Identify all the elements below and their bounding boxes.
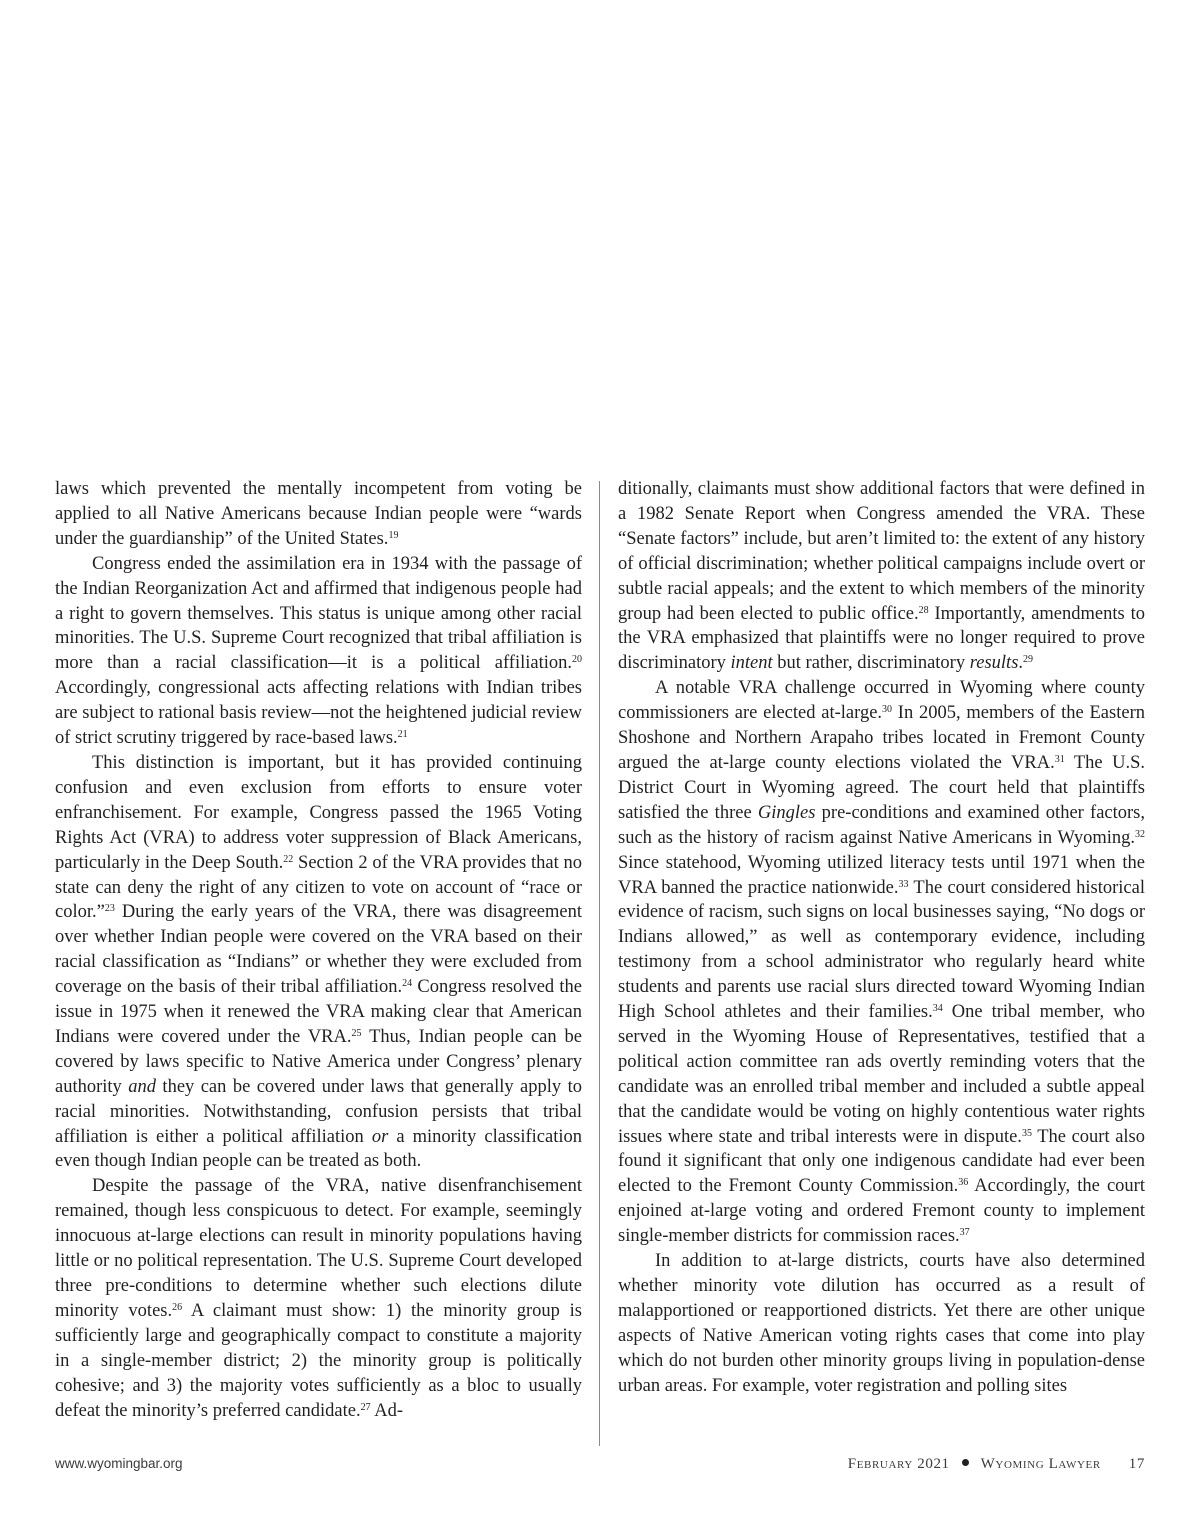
text-run: they can be covered under laws that generally apply to racial minorities. Notwithstanding, confusion persists that tribal affiliation is either a political affiliation (55, 1076, 582, 1147)
text-run: pre-conditions and examined other factors, such as the history of racism against Native Americans in Wyoming. (618, 802, 1145, 848)
text-run: Despite the passage of the VRA, native disenfranchisement remained, though less conspicuous to detect. For example, seemingly innocuous at-large elections can result in minority populations having little or no political representation. The U.S. Supreme Court developed three pre-conditions to determine whether such elections dilute minority votes. (55, 1176, 582, 1321)
footnote-ref: 35 (1021, 1127, 1032, 1139)
text-run: Thus, Indian people can be covered by laws specific to Native America under Congress’ plenary authority (55, 1026, 582, 1097)
text-run: This distinction is important, but it has provided continuing confusion and even exclusion from efforts to ensure voter enfranchisement. For example, Congress passed the 1965 Voting Rights Act (VRA) to address voter suppression of Black Americans, particularly in the Deep South. (55, 752, 582, 873)
text-run: ditionally, claimants must show additional factors that were defined in a 1982 Senate Report when Congress amended the VRA. These “Senate factors” include, but aren’t limited to: the extent of any history of official discrimination; whether political campaigns include overt or subtle racial appeals; and the extent to which members of the minority group had been elected to public office. (618, 479, 1145, 624)
paragraph (618, 676, 1145, 1249)
text-run: The court also found it significant that only one indigenous candidate had ever been elected to the Fremont County Commission. (618, 1126, 1145, 1197)
bullet-dot-icon (962, 1459, 969, 1466)
text-run: Accordingly, the court enjoined at-large voting and ordered Fremont county to implement single-member districts for commission races. (618, 1176, 1145, 1247)
footnote-ref: 32 (1135, 828, 1145, 840)
text-run: Ad- (370, 1400, 403, 1421)
paragraph (55, 477, 582, 552)
footnote-ref: 29 (1023, 654, 1034, 666)
footnote-ref: 22 (283, 853, 294, 865)
footnote-ref: 30 (882, 704, 893, 716)
italic-text: Gingles (757, 802, 816, 823)
italic-text: results (969, 653, 1019, 674)
footnote-ref: 24 (402, 978, 413, 990)
text-run: Importantly, amendments to the VRA emphasized that plaintiffs were no longer required to prove discriminatory (618, 603, 1145, 674)
text-run: The U.S. District Court in Wyoming agreed. The court held that plaintiffs satisfied the three (618, 752, 1145, 823)
text-run: A claimant must show: 1) the minority group is sufficiently large and geographically compact to constitute a majority in a single-member district; 2) the minority group is politically cohesive; and 3) the majority votes sufficiently as a bloc to usually defeat the minority’s preferred candidate. (55, 1300, 582, 1421)
left-column (55, 477, 582, 1423)
page-number: 17 (1128, 1456, 1145, 1472)
footnote-ref: 36 (958, 1177, 969, 1189)
text-run: . (1018, 653, 1024, 674)
text-run: Accordingly, congressional acts affecting relations with Indian tribes are subject to rational basis review—not the heightened judicial review of strict scrutiny triggered by race-based laws. (55, 678, 582, 749)
footnote-ref: 21 (397, 729, 408, 741)
footer-publication: Wyoming Lawyer (980, 1456, 1101, 1472)
footnote-ref: 25 (351, 1027, 362, 1039)
text-run: During the early years of the VRA, there was disagreement over whether Indian people were covered on the VRA based on their racial classification as “Indians” or whether they were excluded from coverage on the basis of their tribal affiliation. (55, 902, 582, 998)
text-run: In addition to at-large districts, courts have also determined whether minority vote dilution has occurred as a result of malapportioned or reapportioned districts. Yet there are other unique aspects of Native American voting rights cases that come into play which do not burden other minority groups living in population-dense urban areas. For example, voter registration and polling sites (618, 1251, 1145, 1396)
text-run: Section 2 of the VRA provides that no state can deny the right of any citizen to vote on account of “race or color.” (55, 852, 582, 923)
footnote-ref: 26 (172, 1301, 183, 1313)
footnote-ref: 37 (959, 1227, 970, 1239)
footnote-ref: 28 (918, 604, 929, 616)
text-run: Congress resolved the issue in 1975 when it renewed the VRA making clear that American Indians were covered under the VRA. (55, 977, 582, 1047)
text-run: Since statehood, Wyoming utilized literacy tests until 1971 when the VRA banned the practice nationwide. (618, 852, 1145, 898)
text-run: A notable VRA challenge occurred in Wyoming where county commissioners are elected at-large. (618, 678, 1145, 724)
footnote-ref: 19 (388, 529, 399, 541)
footnote-ref: 33 (898, 878, 909, 890)
italic-text: intent (730, 653, 773, 674)
text-run: Congress ended the assimilation era in 1934 with the passage of the Indian Reorganization Act and affirmed that indigenous people had a right to govern themselves. This status is unique among other racial minorities. The U.S. Supreme Court recognized that tribal affiliation is more than a racial classification—it is a political affiliation. (55, 553, 582, 674)
paragraph (618, 477, 1145, 676)
paragraph (55, 751, 582, 1174)
footer-publication-info (848, 1456, 1145, 1473)
italic-text: and (128, 1076, 156, 1097)
paragraph (55, 552, 582, 751)
text-run: but rather, discriminatory (772, 653, 970, 674)
footnote-ref: 34 (932, 1003, 943, 1015)
footnote-ref: 31 (1054, 753, 1065, 765)
text-run: The court considered historical evidence of racism, such signs on local businesses saying, “No dogs or Indians allowed,” as well as contemporary evidence, including testimony from a school administrator who regularly heard white students and parents use racial slurs directed toward Wyoming Indian High School athletes and their families. (618, 877, 1145, 1023)
footnote-ref: 27 (360, 1401, 371, 1413)
right-column (618, 477, 1145, 1399)
footer-issue: February 2021 (847, 1456, 950, 1472)
text-run: laws which prevented the mentally incompetent from voting be applied to all Native Americans because Indian people were “wards under the guardianship” of the United States. (55, 479, 582, 549)
paragraph (618, 1249, 1145, 1398)
text-run: In 2005, members of the Eastern Shoshone and Northern Arapaho tribes located in Fremont County argued the at-large county elections violated the VRA. (618, 703, 1145, 773)
footnote-ref: 23 (104, 903, 115, 915)
text-run: a minority classification even though Indian people can be treated as both. (55, 1126, 582, 1172)
paragraph (55, 1174, 582, 1423)
text-run: One tribal member, who served in the Wyoming House of Representatives, testified that a political action committee ran ads overtly reminding voters that the candidate was an enrolled tribal member and included a subtle appeal that the candidate would be voting on highly contentious water rights issues where state and tribal interests were in dispute. (618, 1002, 1145, 1147)
italic-text: or (371, 1126, 389, 1147)
column-divider (599, 481, 600, 1446)
footer-website: www.wyomingbar.org (55, 1456, 183, 1471)
footnote-ref: 20 (572, 654, 582, 666)
